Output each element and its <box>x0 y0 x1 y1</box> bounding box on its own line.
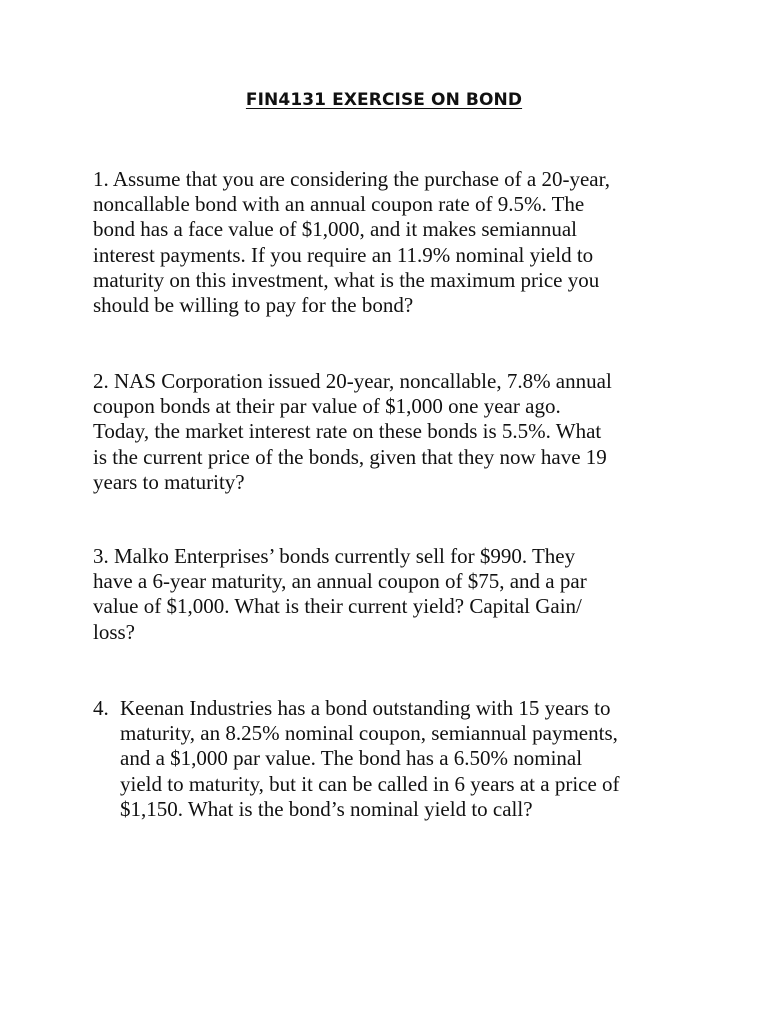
question-3: 3. Malko Enterprises’ bonds currently sell for $990. They have a 6-year maturity, an annual coupon of $75, and a par value of $1,000. What is their current yield? Capital Gain/ loss? <box>93 544 587 644</box>
question-2: 2. NAS Corporation issued 20-year, noncallable, 7.8% annual coupon bonds at their par value of $1,000 one year ago. Today, the market interest rate on these bonds is 5.5%. What is the current price of the bonds, given that they now have 19 years to maturity? <box>93 369 612 494</box>
question-1: 1. Assume that you are considering the purchase of a 20-year, noncallable bond with an annual coupon rate of 9.5%. The bond has a face value of $1,000, and it makes semiannual interest payments. If you require an 11.9% nominal yield to maturity on this investment, what is the maximum price you should be willing to pay for the bond? <box>93 167 610 318</box>
document-title <box>0 90 768 110</box>
document-title-text: FIN4131 EXERCISE ON BOND <box>245 90 523 110</box>
question-4-text: Keenan Industries has a bond outstanding with 15 years to maturity, an 8.25% nominal coupon, semiannual payments, and a $1,000 par value. The bond has a 6.50% nominal yield to maturity, but it can be called in 6 years at a price of $1,150. What is the bond’s nominal yield to call? <box>120 696 620 821</box>
question-4 <box>93 696 683 822</box>
question-4-number: 4. <box>93 696 109 720</box>
